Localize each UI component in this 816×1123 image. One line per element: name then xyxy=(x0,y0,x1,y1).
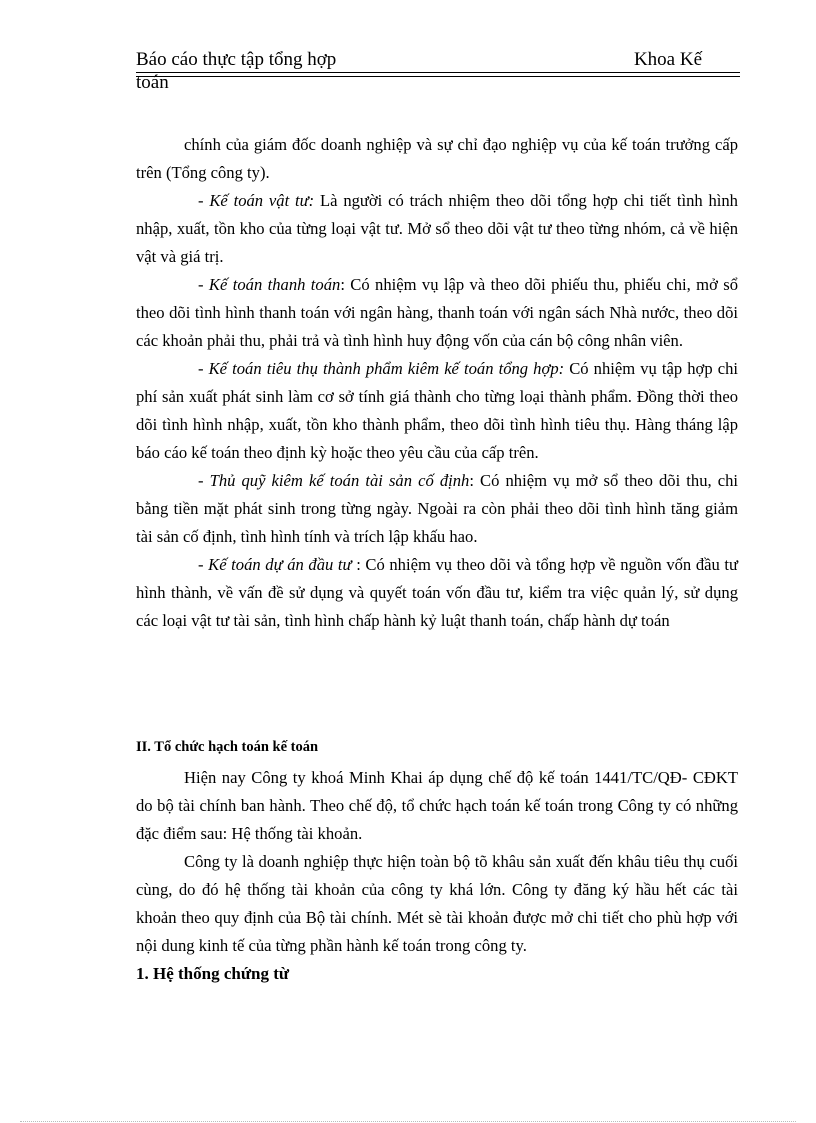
role-term: Kế toán dự án đầu tư xyxy=(208,555,352,574)
paragraph-text: : Có nhiệm vụ theo dõi và tổng hợp về nguồn vốn đầu tư hình thành, về vấn đề sử dụng và quyết toán vốn đầu tư, kiểm tra việc quản lý, sử dụng các loại vật tư tài sản, tình hình chấp hành kỷ luật thanh toán, chấp hành dự toán xyxy=(136,555,738,630)
page-header xyxy=(136,48,740,94)
header-rule-thick xyxy=(136,72,740,73)
role-term: Kế toán tiêu thụ thành phẩm kiêm kế toán tổng hợp: xyxy=(208,359,565,378)
paragraph-text: : Có nhiệm vụ lập và theo dõi phiếu thu, phiếu chi, mở sổ theo dõi tình hình thanh toán với ngân hàng, thanh toán với ngân sách Nhà nước, theo dõi các khoản phải thu, phải trả và tình hình huy động vốn của cán bộ công nhân viên. xyxy=(136,275,738,350)
bullet-dash: - xyxy=(198,191,210,210)
bullet-dash: - xyxy=(198,359,209,378)
paragraph xyxy=(136,131,738,187)
page-bottom-border xyxy=(20,1121,796,1122)
header-rule-thin xyxy=(136,76,740,77)
paragraph-text: Có nhiệm vụ tập hợp chi phí sản xuất phát sinh làm cơ sở tính giá thành cho từng loại thành phẩm. Đồng thời theo dõi tình hình nhập, xuất, tồn kho thành phẩm, theo dõi tình hình tiêu thụ. Hàng tháng lập báo cáo kế toán theo định kỳ hoặc theo yêu cầu của cấp trên. xyxy=(136,359,738,462)
paragraph xyxy=(136,187,738,271)
bullet-dash: - xyxy=(198,471,210,490)
paragraph: Hiện nay Công ty khoá Minh Khai áp dụng chế độ kế toán 1441/TC/QĐ- CĐKT do bộ tài chính ban hành. Theo chế độ, tổ chức hạch toán kế toán trong Công ty có những đặc điểm sau: Hệ thống tài khoản. xyxy=(136,768,738,843)
bullet-dash: - xyxy=(198,275,209,294)
paragraph xyxy=(136,271,738,355)
body-text xyxy=(136,131,738,635)
paragraph-text: chính của giám đốc doanh nghiệp và sự chỉ đạo nghiệp vụ của kế toán trưởng cấp trên (Tổng công ty). xyxy=(136,135,738,182)
header-faculty-continuation: toán xyxy=(136,72,169,93)
paragraph xyxy=(136,355,738,467)
paragraph xyxy=(136,467,738,551)
subsection-heading: 1. Hệ thống chứng từ xyxy=(136,964,290,983)
header-faculty: Khoa Kế xyxy=(633,49,702,70)
paragraph xyxy=(136,551,738,635)
role-term: Kế toán vật tư: xyxy=(209,191,315,210)
paragraph: Công ty là doanh nghiệp thực hiện toàn bộ tõ khâu sản xuất đến khâu tiêu thụ cuối cùng, do đó hệ thống tài khoản của công ty khá lớn. Công ty đăng ký hầu hết các tài khoản theo quy định của Bộ tài chính. Mét sè tài khoản được mở chi tiết cho phù hợp với nội dung kinh tế của từng phần hành kế toán trong công ty. xyxy=(136,852,738,955)
bullet-dash: - xyxy=(198,555,209,574)
role-term: Kế toán thanh toán xyxy=(208,275,341,294)
role-term: Thủ quỹ kiêm kế toán tài sản cố định xyxy=(209,471,470,490)
header-report-title: Báo cáo thực tập tổng hợp xyxy=(136,49,337,70)
paragraph-text: Là người có trách nhiệm theo dõi tổng hợp chi tiết tình hình nhập, xuất, tồn kho của từng loại vật tư. Mở sổ theo dõi vật tư theo từng nhóm, cả về hiện vật và giá trị. xyxy=(136,191,738,266)
body-text-section-2 xyxy=(136,764,738,988)
section-heading: II. Tổ chức hạch toán kế toán xyxy=(136,739,319,755)
paragraph-text: : Có nhiệm vụ mở sổ theo dõi thu, chi bằng tiền mặt phát sinh trong từng ngày. Ngoài ra còn phải theo dõi tình hình tăng giảm tài sản cố định, tình hình tính và trích lập khấu hao. xyxy=(136,471,738,546)
